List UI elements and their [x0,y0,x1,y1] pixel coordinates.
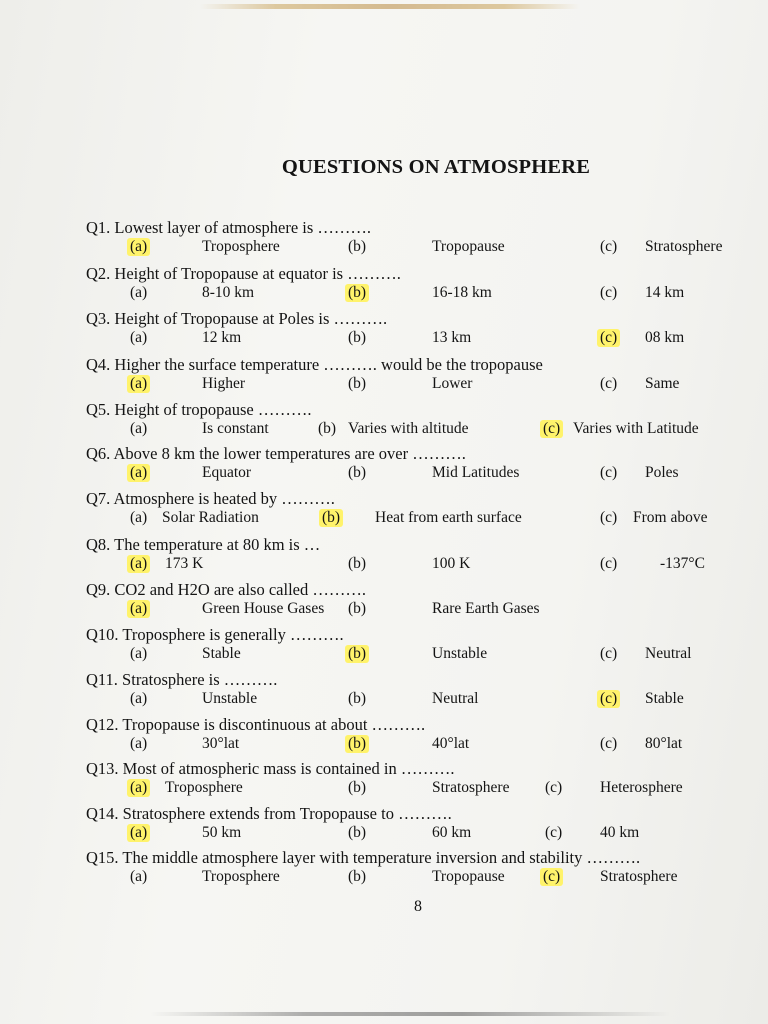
option-text: 13 km [432,329,472,346]
option-label: (b) [348,690,367,707]
option-text: Heterosphere [600,779,683,796]
question-text: Q13. Most of atmospheric mass is contained in ………. [86,759,455,778]
option-text: Lower [432,375,473,392]
option-label: (b) [348,600,367,617]
option-label: (a) [130,509,148,526]
question-text: Q8. The temperature at 80 km is … [86,535,321,554]
option-label: (b) [348,824,367,841]
option-text: Same [645,375,680,392]
question-text: Q12. Tropopause is discontinuous at about ………. [86,715,426,734]
question-text: Q9. CO2 and H2O are also called ………. [86,580,366,599]
option-label: (c) [545,824,563,841]
option-text: Green House Gases [202,600,325,617]
option-label: (c) [597,329,620,347]
option-label: (b) [345,735,369,753]
option-text: Heat from earth surface [375,509,522,526]
option-text: Tropopause [432,868,505,885]
option-text: 80°lat [645,735,683,752]
option-text: -137°C [660,555,705,572]
page-number: 8 [414,898,422,915]
option-label: (c) [600,509,618,526]
question-text: Q3. Height of Tropopause at Poles is ………. [86,309,388,328]
option-text: Rare Earth Gases [432,600,540,617]
option-label: (a) [127,464,150,482]
option-text: 16-18 km [432,284,492,301]
option-text: From above [633,509,708,526]
option-label: (c) [600,238,618,255]
option-label: (b) [319,509,343,527]
option-text: 173 K [165,555,204,572]
option-text: Stratosphere [432,779,510,796]
option-label: (a) [130,645,148,662]
option-label: (a) [130,329,148,346]
option-label: (c) [600,284,618,301]
option-label: (b) [348,375,367,392]
option-text: 60 km [432,824,472,841]
option-label: (c) [600,735,618,752]
option-label: (c) [600,555,618,572]
option-label: (a) [130,284,148,301]
scan-edge-top [200,4,580,9]
option-text: Troposphere [202,238,280,255]
option-label: (c) [597,690,620,708]
question-text: Q4. Higher the surface temperature ………. would be the tropopause [86,355,543,374]
option-text: Troposphere [165,779,243,796]
question-text: Q10. Troposphere is generally ………. [86,625,344,644]
option-text: Equator [202,464,252,481]
option-label: (a) [130,868,148,885]
option-text: 30°lat [202,735,240,752]
page-title: QUESTIONS ON ATMOSPHERE [281,156,591,178]
option-label: (a) [127,555,150,573]
option-text: Stratosphere [645,238,723,255]
option-label: (a) [127,375,150,393]
question-text: Q2. Height of Tropopause at equator is ………. [86,264,401,283]
option-text: Stratosphere [600,868,678,885]
option-text: 8-10 km [202,284,255,301]
question-text: Q15. The middle atmosphere layer with temperature inversion and stability ………. [86,848,641,867]
option-text: Varies with Latitude [573,420,699,437]
option-text: Tropopause [432,238,505,255]
option-label: (a) [130,420,148,437]
option-label: (b) [348,779,367,796]
option-text: Troposphere [202,868,280,885]
option-label: (c) [540,420,563,438]
option-text: Unstable [432,645,488,662]
option-label: (a) [127,600,150,618]
question-text: Q5. Height of tropopause ………. [86,400,312,419]
option-text: Stable [202,645,241,662]
option-text: Is constant [202,420,269,437]
option-label: (a) [130,735,148,752]
option-label: (a) [127,238,150,256]
question-text: Q11. Stratosphere is ………. [86,670,278,689]
option-text: 100 K [432,555,471,572]
option-text: 50 km [202,824,242,841]
option-text: Neutral [432,690,479,707]
option-label: (c) [540,868,563,886]
option-label: (b) [348,555,367,572]
option-text: 40 km [600,824,640,841]
option-label: (c) [545,779,563,796]
question-text: Q1. Lowest layer of atmosphere is ………. [86,218,372,237]
question-text: Q14. Stratosphere extends from Tropopause to ………. [86,804,452,823]
option-label: (b) [348,238,367,255]
option-label: (c) [600,464,618,481]
option-label: (a) [130,690,148,707]
option-text: 08 km [645,329,685,346]
option-text: Stable [645,690,684,707]
option-text: Unstable [202,690,258,707]
option-text: Neutral [645,645,692,662]
option-label: (c) [600,375,618,392]
option-label: (b) [345,284,369,302]
option-text: Varies with altitude [348,420,469,437]
option-label: (b) [348,464,367,481]
scan-edge-bottom [150,1012,670,1016]
option-text: Mid Latitudes [432,464,520,481]
option-label: (b) [348,868,367,885]
question-text: Q6. Above 8 km the lower temperatures are over ………. [86,444,466,463]
question-text: Q7. Atmosphere is heated by ………. [86,489,335,508]
option-label: (a) [127,824,150,842]
option-label: (b) [345,645,369,663]
option-label: (c) [600,645,618,662]
option-text: 40°lat [432,735,470,752]
option-text: 12 km [202,329,242,346]
option-label: (b) [348,329,367,346]
option-text: Poles [645,464,679,481]
option-label: (a) [127,779,150,797]
option-text: Solar Radiation [162,509,259,526]
option-text: 14 km [645,284,685,301]
option-text: Higher [202,375,246,392]
option-label: (b) [318,420,337,437]
